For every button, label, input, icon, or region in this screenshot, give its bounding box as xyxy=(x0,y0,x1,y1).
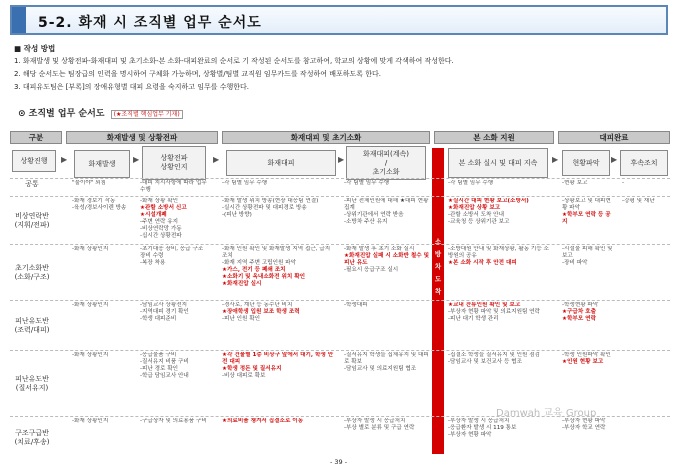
row-divider xyxy=(10,350,670,351)
phase-header: 대피완료 xyxy=(558,131,670,144)
row-label: 공통 xyxy=(25,180,39,188)
row-cell-c2: -화재 상황인지 xyxy=(72,418,109,424)
flow-arrow-icon: ▶ xyxy=(611,155,618,164)
row-cell-c8 xyxy=(622,418,670,458)
row-cell-c6: -집결소 학생들 질서유지 및 인원 점검 -담임교사 및 보건교사 등 협조 xyxy=(448,352,540,365)
row-cell-c4: -각 팀별 임무 수행 xyxy=(222,180,268,186)
row-cell-c4: -화재 인원 확인 및 화재발생 지역 접근, 급지 조치 -화재 지역 주변 고립인원 파악 ★가스, 전기 등 폐쇄 조치 ★소화기 및 옥내소화전 위치 확인 ★화재진압 실시 xyxy=(222,246,331,287)
row-divider xyxy=(10,300,670,301)
col-header-initial-fire: 화재대피(계속) / 초기소화 xyxy=(346,146,426,180)
page-title: 5-2. 화재 시 조직별 업무 순서도 xyxy=(38,15,262,31)
row-label: 피난유도반 (질서유지) xyxy=(15,375,49,392)
row-cell-c2: "불이야" 외침 xyxy=(72,180,106,186)
flow-arrow-icon: ▶ xyxy=(338,155,345,164)
row-cell-c5: -부상자 발생 시 응급처치 -부상 별로 분류 및 구급 연락 xyxy=(344,418,415,431)
row-cell-c6: -소방대원 안내 및 화재상황, 활동 기능 소방원의 공유 ★본 소화 시작 후 안전 대피 xyxy=(448,246,549,266)
row-cell-c5: -질서유지 학생들 집체유지 및 대피로 확보 -담임교사 및 의료지원팀 협조 xyxy=(344,352,429,372)
row-cell-c7: -부상자 현황 파악 -부상자 학교 연락 xyxy=(562,418,606,431)
fire-truck-arrival-bar: 소방차도착 xyxy=(432,148,444,454)
row-divider xyxy=(10,244,670,245)
row-label: 초기소화반 (소화/구조) xyxy=(14,264,50,281)
row-cell-c2: -화재 상황인지 xyxy=(72,302,109,308)
row-cell-c3: -구급상자 및 의료용품 구비 xyxy=(140,418,207,424)
row-cell-c2: -화재 경보기 작동 -육성/경보사이렌 방송 xyxy=(72,198,127,211)
row-cell-c5: -피난 전체인원에 대해 ★대피 현황 집계 -상위기관에서 연락 받음 -소방차 주산 유지 xyxy=(344,198,429,225)
subheading xyxy=(18,106,183,119)
row-divider xyxy=(10,178,670,179)
guide-item: 2. 해당 순서도는 팀장급의 인력을 명시하여 구체화 가능하며, 상황별/팀별 교직원 임무카드를 작성하여 배포하도록 한다. xyxy=(14,70,381,78)
row-cell-c6: ★실시간 대피 현황 보고(소방서) ★화재진압 상황 보고 -관할 소방서 도착 안내 -교육청 등 상위기관 보고 xyxy=(448,198,529,225)
guide-item: 1. 화재발생 및 상황전파-화재대피 및 초기소화-본 소화-대피완료의 순서로 기 작성된 순서도를 참고하여, 학교의 상황에 맞게 각색하여 작성한다. xyxy=(14,57,454,65)
row-cell-c5: -각 팀별 임무 수행 xyxy=(344,180,390,186)
row-cell-c8: - xyxy=(622,180,625,186)
row-cell-c8 xyxy=(622,352,670,416)
row-cell-c6: -부상자 발생 시 응급처치 -응급환자 발생 시 119 통보 -부상자 현황 파악 xyxy=(448,418,517,438)
row-cell-c7: -학생 인원파악 확인 ★인원 현황 보고 xyxy=(562,352,611,365)
row-cell-c6: -각 팀별 임무 수행 xyxy=(448,180,494,186)
col-header-progress: 상황진행 xyxy=(12,150,56,172)
title-bar xyxy=(10,5,668,35)
row-cell-c7: -상황보고 및 대피현황 파악 ★학부모 연락 등 공지 xyxy=(562,198,611,225)
row-cell-c8: -강평 및 재난 xyxy=(622,198,655,204)
row-divider xyxy=(10,196,670,197)
row-cell-c3: -응급물품 구비 -질서유지 비품 구비 -피난 경로 확인 -학급 담임교사 안내 xyxy=(140,352,189,379)
phase-header: 화재발생 및 상황전파 xyxy=(66,131,218,144)
col-header-evacuate: 화재대피 xyxy=(226,150,336,176)
phase-header: 화재대피 및 초기소화 xyxy=(222,131,430,144)
flow-arrow-icon: ▶ xyxy=(61,155,68,164)
col-header-propagate: 상황전파 상황인지 xyxy=(142,146,206,180)
col-header-main-fire: 본 소화 실시 및 대피 지속 xyxy=(448,148,548,178)
row-cell-c8 xyxy=(622,302,670,350)
flow-arrow-icon: ▶ xyxy=(213,155,220,164)
row-cell-c5: -화재 발생 후 초기 소화 실시 ★화재진압 실패 시 소화반 철수 및 피난 유도 -필요시 응급구조 실시 xyxy=(344,246,429,273)
guide-section xyxy=(14,42,454,94)
row-cell-c2: -화재 상황인지 xyxy=(72,352,109,358)
guide-heading: ■ 작성 방법 xyxy=(14,44,56,53)
col-header-fire: 화재발생 xyxy=(74,150,130,178)
col-header-followup: 후속조치 xyxy=(620,150,668,176)
row-cell-c4: -경사로, 계단 등 동수단 비치 ★장애학생 입원 보조 학생 조력 -피난 인원 확인 xyxy=(222,302,300,322)
row-cell-c7: -학생현황 파악 ★구급차 호출 ★학부모 연락 xyxy=(562,302,599,322)
row-cell-c4: ★의료비품 챙겨서 집결소로 이동 xyxy=(222,418,304,424)
flow-arrow-icon: ▶ xyxy=(133,155,140,164)
title-accent xyxy=(12,7,26,33)
row-cell-c2: -화재 상황인지 xyxy=(72,246,109,252)
row-cell-c7: -시설물 피해 확인 및 보고 -장비 파악 xyxy=(562,246,613,266)
col-header-status: 현황파악 xyxy=(562,150,610,176)
subheading-text: ⊙ 조직별 업무 순서도 xyxy=(18,109,105,119)
row-cell-c7: -현황 보고 xyxy=(562,180,588,186)
row-label: 피난유도반 (조력/대피) xyxy=(14,317,50,334)
row-label: 구조구급반 (치료/후송) xyxy=(14,429,50,446)
subheading-note: (★조직별 핵심업무 기재) xyxy=(111,110,183,119)
flow-arrow-icon: ▶ xyxy=(552,155,559,164)
row-cell-c3: -대피 지시사항에 따라 업무 수행 xyxy=(140,180,207,193)
row-cell-c3: -초기대응 장비, 응급 구조 장비 수령 -복장 착용 xyxy=(140,246,204,266)
row-label: 비상연락반 (지휘/전파) xyxy=(14,212,50,229)
row-cell-c4: -화재 발생 위치 방송(현장 대응팀 연결) -실시간 상황전파 및 대피경로 방송 -(피난 방향) xyxy=(222,198,319,218)
guide-item: 3. 대피유도팀은 [부록]의 장애유형별 대피 요령을 숙지하고 임무를 수행한다. xyxy=(14,83,250,91)
row-cell-c3: -화재 상황 확인 ★관할 소방서 신고 ★시설개폐 -주변 연락 유지 -비상연락망 가동 -십시간 상황전파 xyxy=(140,198,187,239)
page-number: - 39 - xyxy=(330,458,348,466)
row-cell-c6: ★교내 잔류인원 확인 및 보고 -부상자 현황 파악 및 의료지원팀 연락 -피난 대기 학생 관리 xyxy=(448,302,540,322)
phase-header: 본 소화 지원 xyxy=(434,131,554,144)
phase-header: 구분 xyxy=(10,131,62,144)
row-cell-c5: -학생대피 xyxy=(344,302,368,308)
row-cell-c3: -담임교사 상황전지 -지역대피 경기 확인 -학생 대피준비 xyxy=(140,302,189,322)
row-cell-c4: ★각 건물별 1층 비상구 앞에서 대기, 학생 안전 대피 ★학생 정돈 및 질서유지 -비상 대피로 확보 xyxy=(222,352,334,379)
watermark: Damwah 교육 Group xyxy=(496,408,597,419)
row-cell-c8 xyxy=(622,246,670,300)
